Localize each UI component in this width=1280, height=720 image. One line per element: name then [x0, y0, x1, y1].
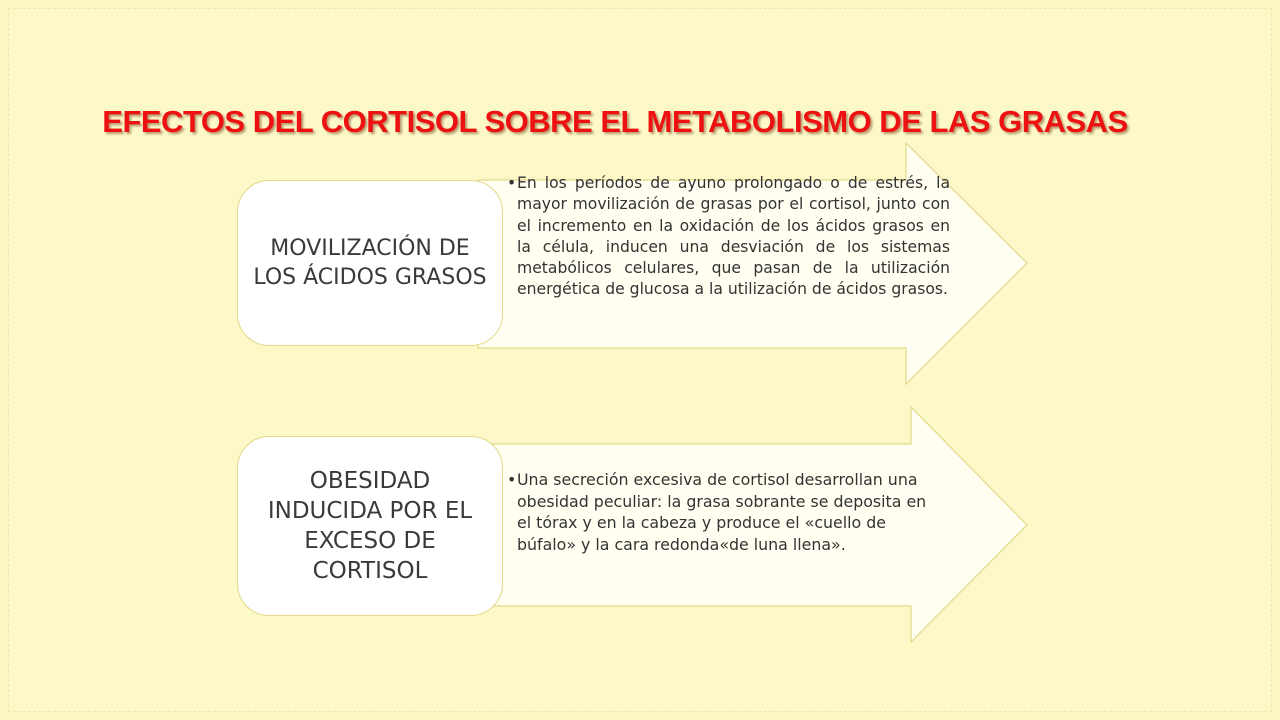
description-text-2: Una secreción excesiva de cortisol desarrollan una obesidad peculiar: la grasa sobrante se deposita en el tórax y en la cabeza y produce el «cuello de búfalo» y la cara redonda«de luna llena».: [517, 470, 927, 555]
slide-title: EFECTOS DEL CORTISOL SOBRE EL METABOLISMO DE LAS GRASAS: [102, 104, 1128, 139]
label-obesidad: OBESIDAD INDUCIDA POR EL EXCESO DE CORTISOL: [267, 468, 473, 584]
label-box-movilizacion: [237, 180, 503, 346]
label-box-obesidad: [237, 436, 503, 616]
description-obesidad: [505, 469, 945, 556]
bullet-1: •: [507, 174, 517, 192]
bullet-2: •: [507, 470, 517, 489]
description-text-1: En los períodos de ayuno prolongado o de estrés, la mayor movilización de grasas por el cortisol, junto con el incremento en la oxidación de los ácidos grasos en la célula, inducen una desviación de los sistemas metabólicos celulares, que pasan de la utilización energética de glucosa a la utilización de ácidos grasos.: [517, 174, 950, 299]
description-movilizacion: [505, 173, 950, 301]
label-movilizacion: MOVILIZACIÓN DE LOS ÁCIDOS GRASOS: [253, 236, 487, 290]
